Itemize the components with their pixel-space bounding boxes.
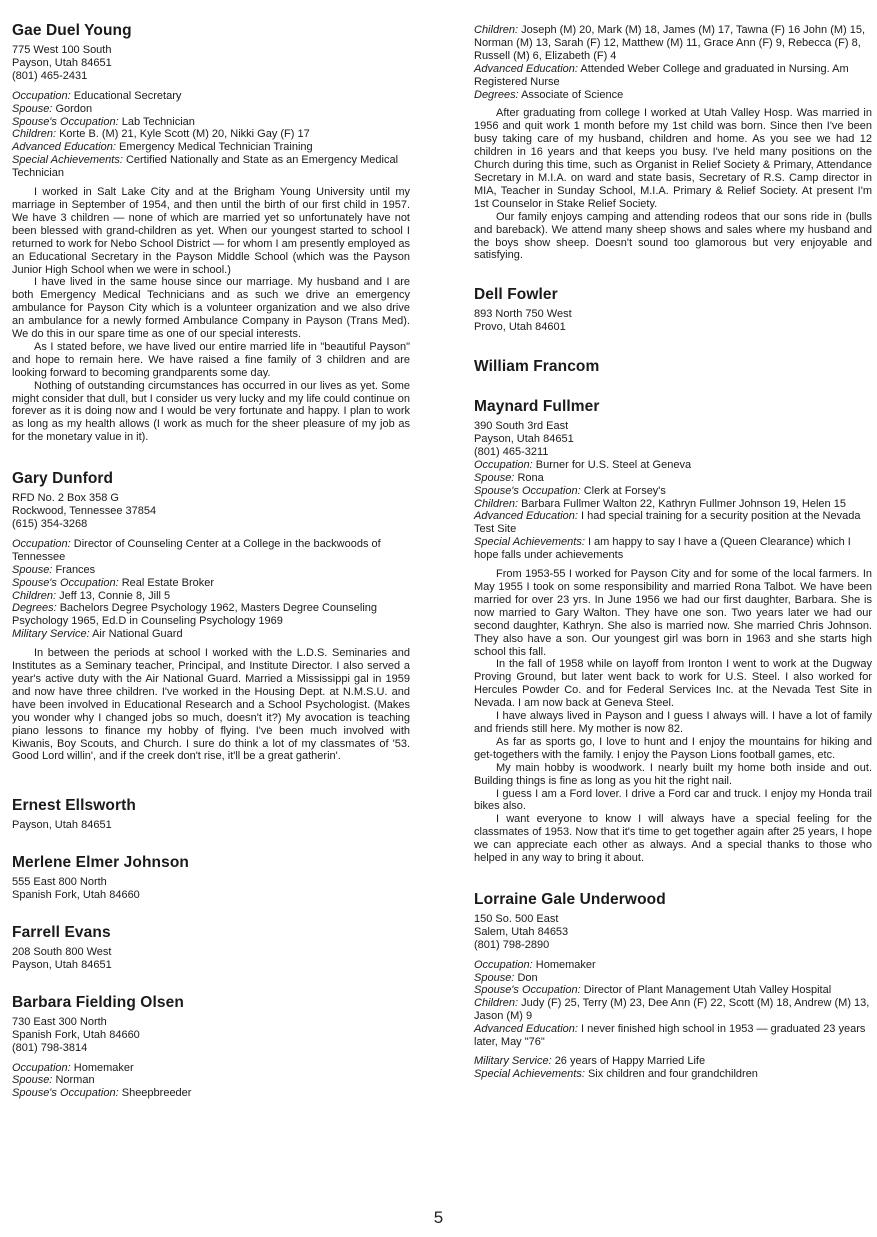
address-line: Rockwood, Tennessee 37854 [12,505,157,518]
phone-line: (801) 798-2890 [474,938,550,951]
bio-paragraph: I want everyone to know I will always have a special feeling for the classmates of 1953. Now that it's time to get together again after 25 years, I hope we can appreciate each other as always. And a special thanks to those who helped in any way to bring it about. [474,813,872,865]
occupation-field: Occupation: Homemaker [12,1061,134,1074]
bio-paragraph: As I stated before, we have lived our entire married life in "beautiful Payson" and hope to remain here. We have raised a fine family of 3 children and are looking forward to becoming grandparents some day. [12,340,410,379]
spouse-occupation-field: Spouse's Occupation: Lab Technician [12,115,195,128]
address-line: 555 East 800 North [12,876,107,889]
page-number: 5 [433,1208,444,1227]
bio-paragraph: Nothing of outstanding circumstances has occurred in our lives as yet. Some might consider that dull, but I consider us very lucky and my life could continue on forever as it is doing now and I would be very fortunate and happy. I plan to work as long as my health allows (I work as much for the sheer pleasure of my job as for the monetary value in it). [12,379,410,444]
address-line: 150 So. 500 East [474,912,559,925]
address-line: 775 West 100 South [12,44,112,56]
achievements-field: Special Achievements: I am happy to say I have a (Queen Clearance) which I hope falls under achievements [474,536,851,562]
entry-name: Farrell Evans [12,924,111,942]
entry-dell-fowler [474,286,872,334]
military-field: Military Service: Air National Guard [12,628,183,641]
occupation-field: Occupation: Homemaker [474,958,596,971]
address-line: Provo, Utah 84601 [474,321,566,334]
occupation-field: Occupation: Educational Secretary [12,89,182,102]
bio-paragraph: I guess I am a Ford lover. I drive a Ford car and truck. I enjoy my Honda trail bikes also. [474,787,872,813]
spouse-field: Spouse: Norman [12,1074,95,1087]
entry-william-francom [474,358,872,376]
entry-name: Dell Fowler [474,286,558,304]
entry-gary-dunford [12,470,410,763]
phone-line: (801) 465-2431 [12,69,88,82]
entry-maynard-fullmer [474,398,872,865]
entry-olsen-continued [474,24,872,262]
spouse-occupation-field: Spouse's Occupation: Sheepbreeder [12,1087,192,1100]
spouse-occupation-field: Spouse's Occupation: Director of Plant Management Utah Valley Hospital [474,984,832,997]
entry-ernest-ellsworth [12,797,410,832]
bio-paragraph: Our family enjoys camping and attending rodeos that our sons ride in (bulls and bareback). We attend many sheep shows and sales where my husband and the boys show sheep. Doesn't sound too glamorous but very enjoyable and satisfying. [474,210,872,262]
education-field: Advanced Education: Attended Weber College and graduated in Nursing. Am Registered Nurse [474,62,849,88]
bio-paragraph: I have always lived in Payson and I guess I always will. I have a lot of family and friends still here. My mother is now 82. [474,710,872,735]
address-line: 390 South 3rd East [474,420,569,433]
entry-name: Lorraine Gale Underwood [474,890,666,908]
entry-name: Ernest Ellsworth [12,797,136,815]
entry-name: Gary Dunford [12,470,114,488]
occupation-field: Occupation: Burner for U.S. Steel at Geneva [474,458,692,471]
children-field: Children: Barbara Fullmer Walton 22, Kathryn Fullmer Johnson 19, Helen 15 [474,497,846,510]
left-column [12,22,410,1100]
spouse-occupation-field: Spouse's Occupation: Real Estate Broker [12,576,215,589]
address-line: Spanish Fork, Utah 84660 [12,1028,140,1041]
spouse-field: Spouse: Don [474,971,538,984]
address-line: Payson, Utah 84651 [12,958,112,971]
entry-name: William Francom [474,358,600,376]
address-line: Payson, Utah 84651 [12,819,112,832]
degrees-field: Degrees: Bachelors Degree Psychology 1962, Masters Degree Counseling Psychology 1965, Ed.D in Counseling Psychology 1969 [12,602,378,628]
bio-paragraph: I worked in Salt Lake City and at the Brigham Young University until my marriage in September of 1954, and then until the birth of our first child in 1957. We have 3 children — none of which are married yet so unfortunately have not been blessed with grand-children as yet. When our youngest started to school I returned to work for Nebo School District — for whom I am presently employed as an Educational Secretary in the Payson Middle School (which was the Payson Junior High School when we were in school.) [12,186,410,276]
children-field: Children: Jeff 13, Connie 8, Jill 5 [12,589,171,602]
address-line: 208 South 800 West [12,946,112,959]
bio-paragraph: My main hobby is woodwork. I nearly built my home both inside and out. Building things is fine as long as you hit the right nail. [474,761,872,787]
bio-paragraph: As far as sports go, I love to hunt and I enjoy the mountains for hiking and get-togethers with the family. I enjoy the Payson Lions football games, etc. [474,735,872,761]
entry-farrell-evans [12,924,410,972]
spouse-field: Spouse: Frances [12,563,96,576]
occupation-field: Occupation: Director of Counseling Center at a College in the backwoods of Tennessee [12,537,381,563]
spouse-field: Spouse: Rona [474,471,544,484]
phone-line: (801) 465-3211 [474,445,549,458]
entry-name: Barbara Fielding Olsen [12,993,184,1011]
entry-barbara-fielding-olsen [12,994,410,1100]
address-line: Payson, Utah 84651 [474,433,574,446]
right-column [474,24,872,1081]
achievements-field: Special Achievements: Six children and four grandchildren [474,1067,758,1080]
military-field: Military Service: 26 years of Happy Married Life [474,1055,706,1067]
spouse-occupation-field: Spouse's Occupation: Clerk at Forsey's [474,484,666,497]
education-field: Advanced Education: I never finished high school in 1953 — graduated 23 years later, May "76" [474,1023,866,1049]
degrees-field: Degrees: Associate of Science [474,88,624,101]
entry-merlene-elmer-johnson [12,854,410,902]
entry-name: Maynard Fullmer [474,398,600,416]
spouse-field: Spouse: Gordon [12,102,93,115]
children-field: Children: Korte B. (M) 21, Kyle Scott (M) 20, Nikki Gay (F) 17 [12,128,310,141]
achievements-field: Special Achievements: Certified Nationally and State as an Emergency Medical Technician [12,154,399,180]
education-field: Advanced Education: Emergency Medical Technician Training [12,141,313,154]
bio-paragraph: In between the periods at school I worked with the L.D.S. Seminaries and Institutes as a Seminary teacher, Principal, and Institute Director. I also served a year's active duty with the Air National Guard. Married a Mississippi gal in 1959 and now have three children. I've worked in the Housing Dept. at N.M.S.U. and have been involved in Educational Research and a School Psychologist. (Makes you wonder why I changed jobs so much, doesn't it?) My avocation is teaching piano lessons to finance my hobby of flying. I've been much involved with Kiwanis, Boy Scouts, and Church. I sure do think a lot of my classmates of '53. Good Lord willin', and if the creek don't rise, it'll be a great gatherin'. [12,647,410,763]
bio-paragraph: After graduating from college I worked at Utah Valley Hosp. Was married in 1956 and quit work 1 month before my 1st child was born. Since then I've been busy taking care of my husband, children and home. As you see we had 12 children in 16 years and that keeps you busy. I've held many positions on the Church during this time, such as Organist in Relief Society & Primary, Attendance Secretary in M.I.A. on ward and state basis, Secretary of R.S. Camp director in MIA, Teacher in Sunday School, M.I.A. Primary & Relief Society. At present I'm 1st Counselor in Stake Relief Society. [474,107,872,210]
children-field: Children: Joseph (M) 20, Mark (M) 18, James (M) 17, Tawna (F) 16 John (M) 15, Norman (M) 13, Sarah (F) 12, Matthew (M) 11, Grace Ann (F) 9, Rebecca (F) 8, Russell (M) 6, Elizabeth (F) 4 [474,24,866,62]
address-line: 730 East 300 North [12,1015,107,1028]
education-field: Advanced Education: I had special training for a security position at the Nevada Test Site [474,510,861,536]
address-line: Spanish Fork, Utah 84660 [12,889,140,902]
phone-line: (615) 354-3268 [12,518,88,530]
bio-paragraph: From 1953-55 I worked for Payson City and for some of the local farmers. In May 1955 I took on some responsibility and married Rona Talbot. We have been married for over 23 yrs. In June 1956 we had our first daughter, Barbara. She is now married to Gary Walton. They have one son. Two years later we had our second daughter, Kathryn. She also is married now. She married Chris Johnson. They also have a son. Our youngest girl was born in 1963 and she starts high school this fall. [474,568,872,658]
children-field: Children: Judy (F) 25, Terry (M) 23, Dee Ann (F) 22, Scott (M) 18, Andrew (M) 13, Jason (M) 9 [474,997,870,1023]
address-line: RFD No. 2 Box 358 G [12,492,119,505]
phone-line: (801) 798-3814 [12,1041,88,1054]
entry-name: Gae Duel Young [12,22,132,39]
address-line: 893 North 750 West [474,308,572,321]
address-line: Salem, Utah 84653 [474,925,569,938]
address-line: Payson, Utah 84651 [12,56,112,69]
bio-paragraph: In the fall of 1958 while on layoff from Ironton I went to work at the Dugway Proving Ground, but later went back to work for U.S. Steel. I also worked for Hercules Powder Co. and for Federal Services Inc. at the Nevada Test Site in Nevada. I am now back at Geneva Steel. [474,658,872,710]
bio-paragraph: I have lived in the same house since our marriage. My husband and I are both Emergency Medical Technicians and as such we drive an emergency ambulance for Payson City which is a volunteer organization and we also drive an ambulance for a newly formed Ambulance Company in Payson (Trans Med). We do this in our spare time as one of our special interests. [12,276,410,341]
entry-lorraine-gale-underwood [474,891,872,1081]
entry-name: Merlene Elmer Johnson [12,854,189,872]
entry-gae-duel-young [12,22,410,444]
